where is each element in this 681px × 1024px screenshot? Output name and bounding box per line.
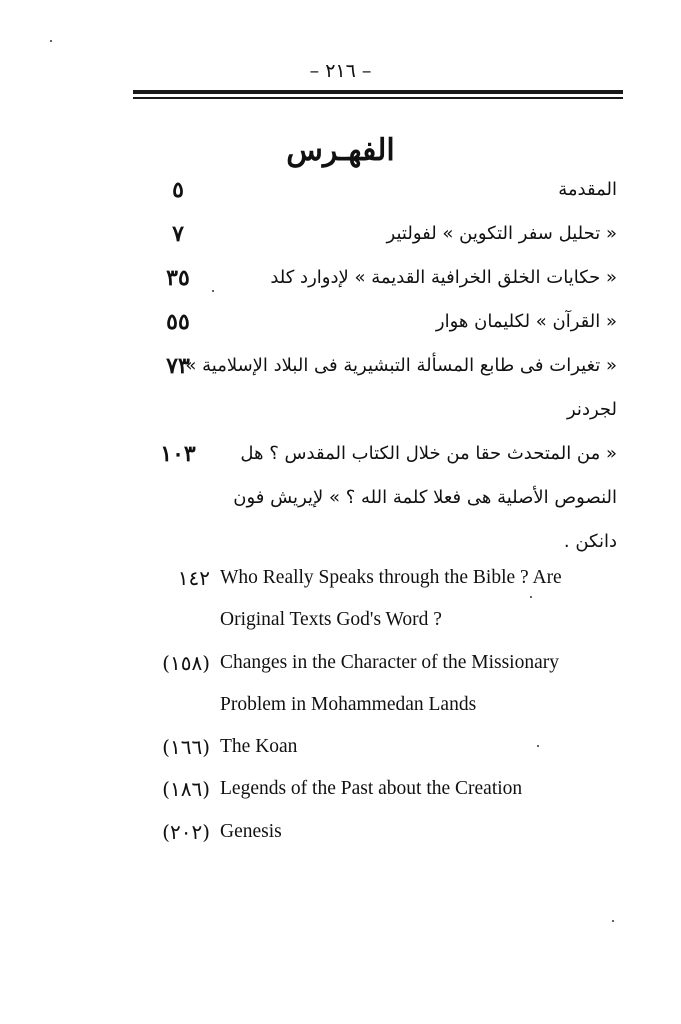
entry-title: The Koan bbox=[220, 736, 298, 757]
header-rule-thin bbox=[133, 97, 623, 99]
scan-speck bbox=[530, 596, 532, 598]
entry-page-number: (٢٠٢) bbox=[162, 820, 210, 844]
entry-page-number: (١٨٦) bbox=[162, 777, 210, 801]
entry-page-number: ٧ bbox=[172, 221, 184, 247]
toc-entry-introduction bbox=[0, 168, 681, 212]
toc-entry-gairdner bbox=[0, 344, 681, 388]
entry-title: Who Really Speaks through the Bible ? Are bbox=[220, 567, 562, 588]
entry-title-continuation: لجردنر bbox=[567, 399, 617, 420]
toc-entry-clodd bbox=[0, 256, 681, 300]
toc-entry-daniken-arabic bbox=[0, 432, 681, 476]
toc-entry-voltaire bbox=[0, 212, 681, 256]
toc-entry-koan bbox=[0, 725, 681, 769]
header-rule-thick bbox=[133, 90, 623, 94]
entry-page-number: (١٦٦) bbox=[162, 735, 210, 759]
entry-page-number: (١٥٨) bbox=[162, 651, 210, 675]
entry-page-number: ٣٥ bbox=[166, 265, 190, 291]
entry-page-number: ٥ bbox=[172, 177, 184, 203]
entry-page-number: ١٤٢ bbox=[177, 566, 210, 590]
entry-title: « القرآن » لكليمان هوار bbox=[435, 311, 617, 332]
scan-speck bbox=[212, 290, 214, 292]
entry-title: « من المتحدث حقا من خلال الكتاب المقدس ؟ هل bbox=[240, 443, 617, 464]
entry-page-number: ١٠٣ bbox=[160, 441, 196, 467]
toc-entry-missionary-problem bbox=[0, 641, 681, 685]
entry-title-continuation: Problem in Mohammedan Lands bbox=[220, 694, 477, 715]
toc-entry-huart bbox=[0, 300, 681, 344]
toc-entry-legends-creation bbox=[0, 767, 681, 811]
entry-title-continuation: النصوص الأصلية هى فعلا كلمة الله ؟ » لإيريش فون bbox=[233, 487, 617, 508]
entry-title: « حكايات الخلق الخرافية القديمة » لإدوارد كلد bbox=[270, 267, 617, 288]
page-number: – ٢١٦ – bbox=[309, 60, 372, 82]
toc-entry-who-really-speaks bbox=[0, 556, 681, 600]
scan-speck bbox=[50, 40, 52, 42]
entry-title: Changes in the Character of the Missionary bbox=[220, 652, 559, 673]
entry-title: Genesis bbox=[220, 821, 282, 842]
index-title: الفهـرس bbox=[286, 133, 395, 168]
entry-title-continuation: Original Texts God's Word ? bbox=[220, 609, 442, 630]
toc-entry-genesis bbox=[0, 810, 681, 854]
scan-speck bbox=[612, 920, 614, 922]
entry-title: « تحليل سفر التكوين » لفولتير bbox=[386, 223, 617, 244]
entry-title: Legends of the Past about the Creation bbox=[220, 778, 523, 799]
entry-page-number: ٧٣ bbox=[166, 353, 190, 379]
scan-speck bbox=[537, 745, 539, 747]
entry-title: المقدمة bbox=[558, 179, 617, 200]
entry-title: « تغيرات فى طابع المسألة التبشيرية فى البلاد الإسلامية » bbox=[185, 355, 617, 376]
entry-page-number: ٥٥ bbox=[166, 309, 190, 335]
entry-title-continuation: دانكن . bbox=[563, 531, 617, 552]
